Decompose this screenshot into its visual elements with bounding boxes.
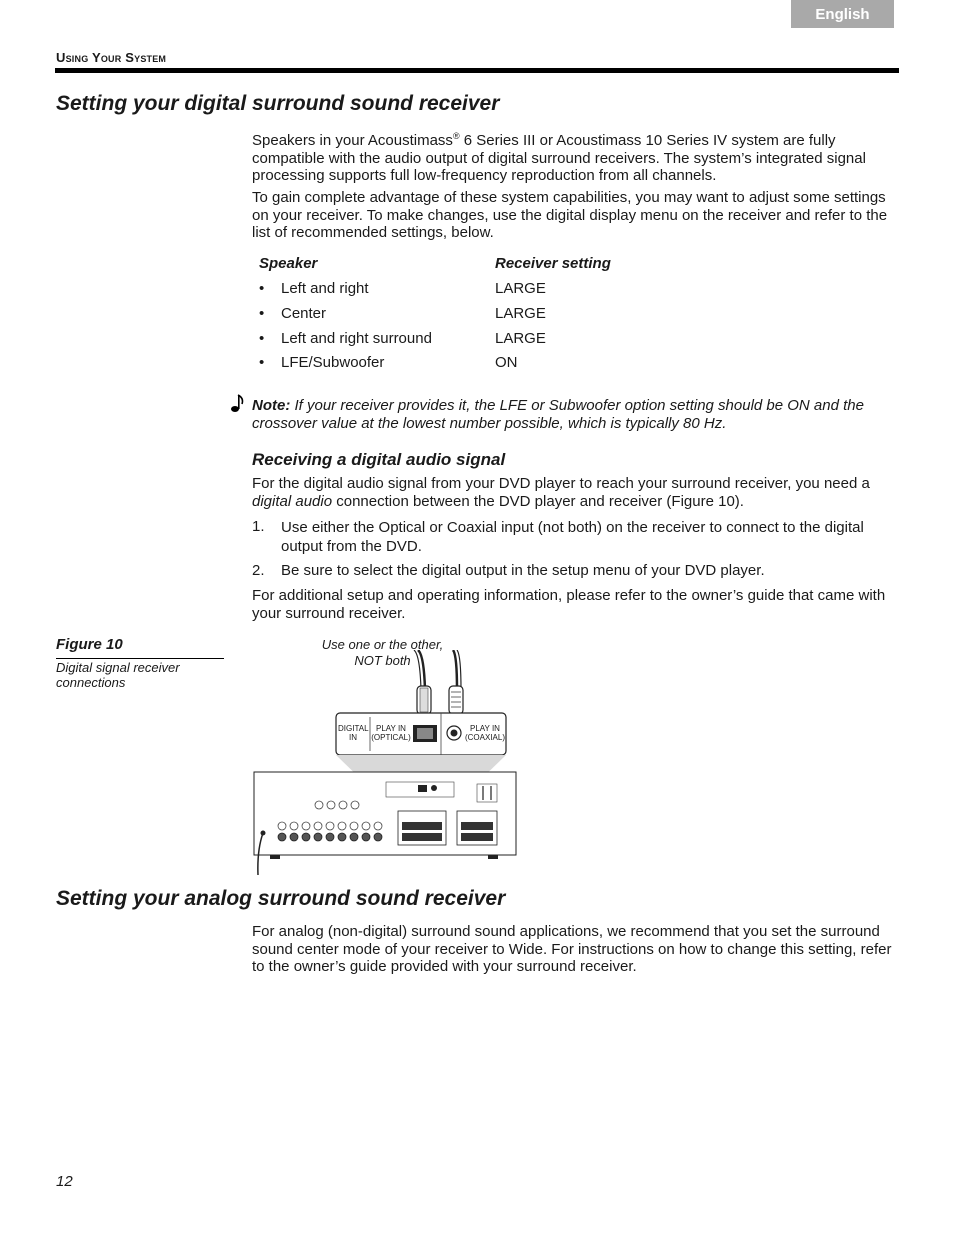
step-item: 2. Be sure to select the digital output in the setup menu of your DVD player. xyxy=(252,562,765,579)
music-note-icon xyxy=(230,393,246,413)
section-label: Using Your System xyxy=(56,50,167,65)
table-header-setting: Receiver setting xyxy=(495,255,611,272)
figure-rule xyxy=(56,658,224,659)
step-item: 1. Use either the Optical or Coaxial input (not both) on the receiver to connect to the digital output from the DVD. xyxy=(252,518,864,555)
table-row: • LFE/Subwoofer xyxy=(259,354,385,371)
page-number: 12 xyxy=(56,1173,73,1190)
table-row: • Left and right surround xyxy=(259,330,432,347)
digital-para-2: To gain complete advantage of these system capabilities, you may want to adjust some settings on your receiver. To make changes, use the digital display menu on the receiver and refer to the list of recommended settings, below. xyxy=(252,189,888,241)
analog-para: For analog (non-digital) surround sound applications, we recommend that you set the surround sound center mode of your receiver to Wide. For instructions on how to change this setting, refer to the owner’s guide provided with your surround receiver. xyxy=(252,923,892,975)
table-header-speaker: Speaker xyxy=(259,255,318,272)
receiving-heading: Receiving a digital audio signal xyxy=(252,450,506,469)
table-row: • Left and right xyxy=(259,280,369,297)
table-cell-setting: LARGE xyxy=(495,280,546,297)
note: Note: If your receiver provides it, the LFE or Subwoofer option setting should be ON and the crossover value at the lowest number possible, which is typically 80 Hz. xyxy=(252,397,864,432)
table-cell-setting: ON xyxy=(495,354,518,371)
digital-para-1: Speakers in your Acoustimass® 6 Series III or Acoustimass 10 Series IV system are fully compatible with the audio output of digital surround receivers. The system’s integrated signal processing supports full low-frequency reproduction from all channels. xyxy=(252,131,866,184)
receiving-para-2: For additional setup and operating information, please refer to the owner’s guide that came with your surround receiver. xyxy=(252,587,886,622)
header-rule xyxy=(55,68,899,73)
language-tab[interactable]: English xyxy=(791,0,894,28)
table-cell-setting: LARGE xyxy=(495,305,546,322)
panel-label-coaxial: PLAY IN (COAXIAL) xyxy=(464,724,505,742)
figure-title: Figure 10 xyxy=(56,636,123,653)
panel-label-optical: PLAY IN (OPTICAL) xyxy=(371,724,411,742)
table-cell-setting: LARGE xyxy=(495,330,546,347)
analog-heading: Setting your analog surround sound receiver xyxy=(56,887,506,910)
receiver-diagram xyxy=(250,650,530,875)
figure-caption: Digital signal receiver connections xyxy=(56,660,180,690)
panel-label-digital-in: DIGITAL IN xyxy=(338,724,369,742)
receiving-para-1: For the digital audio signal from your DVD player to reach your surround receiver, you need a digital audio connection between the DVD player and receiver (Figure 10). xyxy=(252,475,870,510)
digital-heading: Setting your digital surround sound receiver xyxy=(56,92,500,115)
table-row: • Center xyxy=(259,305,327,322)
figure-callout: Use one or the other, NOT both xyxy=(321,637,444,668)
